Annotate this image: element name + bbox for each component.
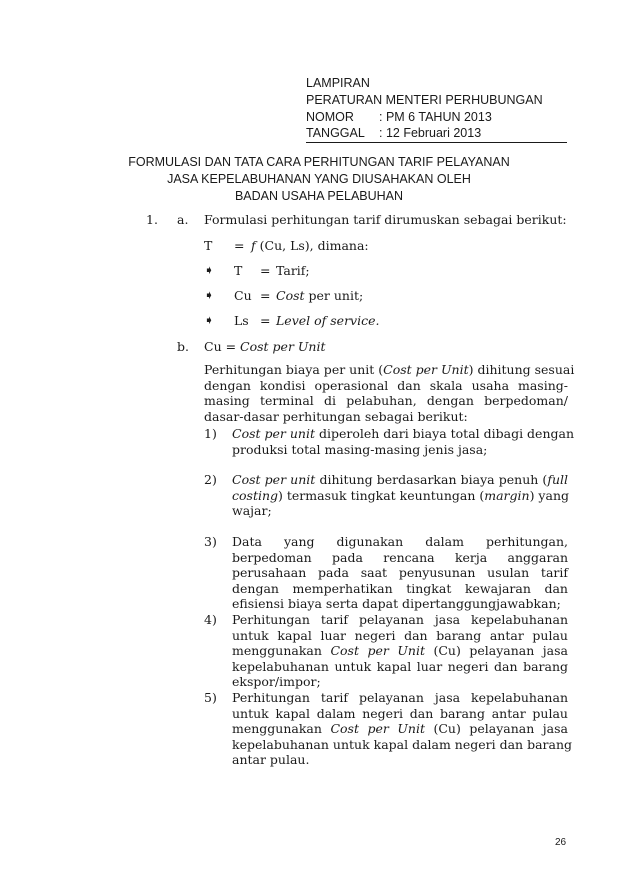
item-b-marker: b.	[177, 339, 189, 354]
formula-rhs: f (Cu, Ls), dimana:	[251, 238, 369, 253]
def-meaning: Tarif;	[276, 263, 310, 278]
page-number: 26	[555, 837, 567, 848]
list-item: Cost per unit diperoleh dari biaya total dibagi dengan produksi total masing-masing jenis jasa;	[232, 426, 574, 457]
section-number: 1.	[146, 212, 158, 227]
header-nomor-value: : PM 6 TAHUN 2013	[379, 110, 492, 124]
list-item: Perhitungan tarif pelayanan jasa kepelabuhanan untuk kapal luar negeri dan barang antar pulau menggunakan Cost per Unit (Cu) pelayanan jasa kepelabuhanan untuk kapal luar negeri dan barang ekspor/impor;	[232, 612, 568, 690]
arrow-right-icon: ➧	[204, 263, 215, 277]
def-meaning: Cost per unit;	[276, 288, 364, 303]
def-symbol: Ls	[234, 313, 249, 328]
def-meaning: Level of service.	[276, 313, 380, 328]
doc-title-line2: JASA KEPELABUHANAN YANG DIUSAHAKAN OLEH	[167, 172, 471, 186]
header-tanggal-label: TANGGAL	[306, 126, 365, 140]
doc-title-line3: BADAN USAHA PELABUHAN	[234, 189, 404, 203]
header-regulation: PERATURAN MENTERI PERHUBUNGAN	[306, 93, 543, 107]
header-nomor-label: NOMOR	[306, 110, 354, 124]
def-symbol: Cu	[234, 288, 252, 303]
def-symbol: T	[234, 263, 243, 278]
arrow-right-icon: ➧	[204, 288, 215, 302]
list-item-number: 5)	[204, 690, 217, 705]
formula-lhs: T	[204, 238, 213, 253]
list-item-number: 3)	[204, 534, 217, 549]
def-eq: =	[260, 288, 271, 303]
list-item: Cost per unit dihitung berdasarkan biaya penuh (full costing) termasuk tingkat keuntungan (margin) yang wajar;	[232, 472, 569, 519]
arrow-right-icon: ➧	[204, 313, 215, 327]
header-lampiran: LAMPIRAN	[306, 76, 370, 90]
def-eq: =	[260, 313, 271, 328]
item-b-intro: Perhitungan biaya per unit (Cost per Unit) dihitung sesuai dengan kondisi operasional dan skala usaha masing- masing terminal di pelabuhan, dengan berpedoman/ dasar-dasar perhitungan sebagai berikut:	[204, 362, 575, 424]
item-a-marker: a.	[177, 212, 189, 227]
header-underline	[306, 142, 567, 143]
list-item-number: 1)	[204, 426, 217, 441]
item-b-heading: Cu = Cost per Unit	[204, 339, 326, 354]
list-item-number: 2)	[204, 472, 217, 487]
list-item: Data yang digunakan dalam perhitungan, berpedoman pada rencana kerja anggaran perusahaan pada saat penyusunan usulan tarif dengan memperhatikan tingkat kewajaran dan efisiensi biaya serta dapat dipertanggungjawabkan;	[232, 534, 568, 612]
list-item: Perhitungan tarif pelayanan jasa kepelabuhanan untuk kapal dalam negeri dan barang antar pulau menggunakan Cost per Unit (Cu) pelayanan jasa kepelabuhanan untuk kapal dalam negeri dan barang antar pulau.	[232, 690, 573, 768]
item-a-text: Formulasi perhitungan tarif dirumuskan sebagai berikut:	[204, 212, 567, 227]
list-item-number: 4)	[204, 612, 217, 627]
header-tanggal-value: : 12 Februari 2013	[379, 126, 482, 140]
formula-eq: =	[234, 238, 245, 253]
doc-title-line1: FORMULASI DAN TATA CARA PERHITUNGAN TARIF PELAYANAN	[128, 155, 510, 169]
def-eq: =	[260, 263, 271, 278]
